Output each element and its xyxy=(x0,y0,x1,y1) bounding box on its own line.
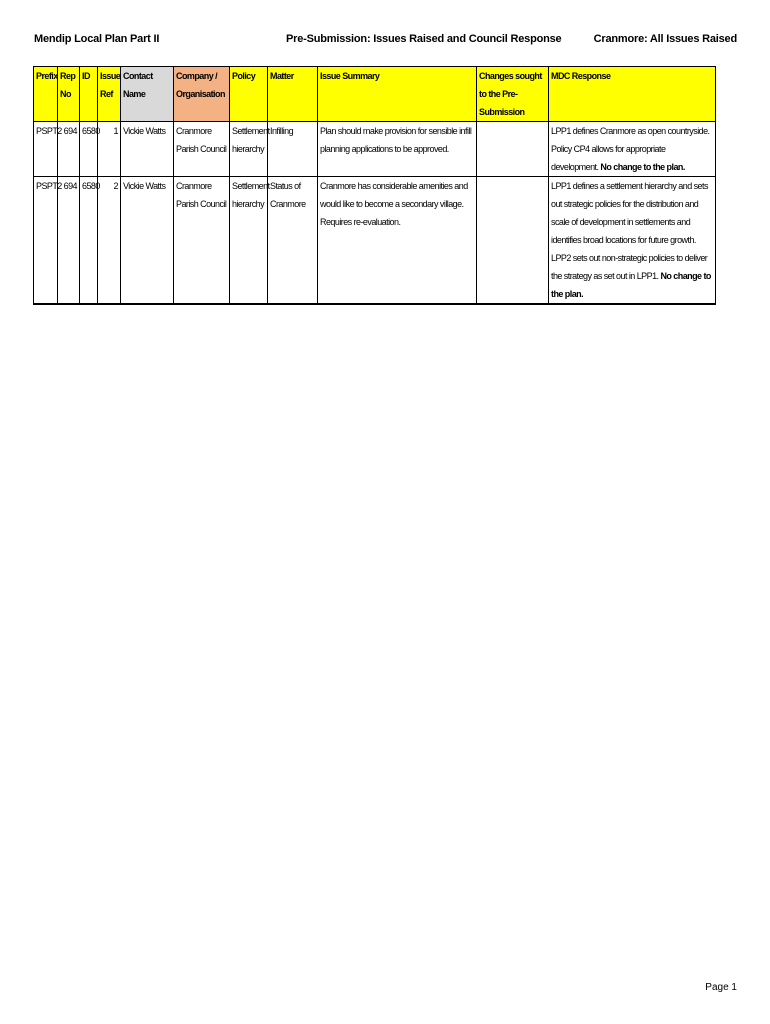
cell-mdc-response xyxy=(549,122,716,177)
mdc-response-text: LPP1 defines a settlement hierarchy and sets out strategic policies for the distribution and scale of development in settlements and identifies broad locations for future growth. LPP2 sets out non-strategic policies to deliver the strategy as set out in LPP1. xyxy=(551,181,708,281)
cell-contact-name: Vickie Watts xyxy=(121,177,174,305)
table-row xyxy=(34,177,716,305)
col-id: ID xyxy=(80,67,98,122)
cell-issue-summary: Plan should make provision for sensible infill planning applications to be approved. xyxy=(318,122,477,177)
cell-issue-ref: 1 xyxy=(98,122,121,177)
cell-contact-name: Vickie Watts xyxy=(121,122,174,177)
report-scope: Cranmore: All Issues Raised xyxy=(593,33,737,45)
cell-policy: Settlement hierarchy xyxy=(230,177,268,305)
mdc-response-outcome: No change to the plan. xyxy=(551,271,711,299)
cell-rep-no: 694 xyxy=(58,122,80,177)
cell-prefix: PSPT2 xyxy=(34,177,58,305)
mdc-response-outcome: No change to the plan. xyxy=(600,162,685,172)
col-rep-no: Rep No xyxy=(58,67,80,122)
col-mdc-response: MDC Response xyxy=(549,67,716,122)
cell-id: 6580 xyxy=(80,122,98,177)
col-policy: Policy xyxy=(230,67,268,122)
cell-matter: Status of Cranmore xyxy=(268,177,318,305)
col-matter: Matter xyxy=(268,67,318,122)
cell-company: Cranmore Parish Council xyxy=(174,177,230,305)
cell-policy: Settlement hierarchy xyxy=(230,122,268,177)
report-subtitle: Pre-Submission: Issues Raised and Council Response xyxy=(286,33,562,45)
col-issue-ref: Issue Ref xyxy=(98,67,121,122)
table-header-row xyxy=(34,67,716,122)
issues-table xyxy=(33,66,716,305)
cell-mdc-response xyxy=(549,177,716,305)
cell-prefix: PSPT2 xyxy=(34,122,58,177)
mdc-response-text: LPP1 defines Cranmore as open countryside. Policy CP4 allows for appropriate development. xyxy=(551,126,710,172)
cell-matter: Infilling xyxy=(268,122,318,177)
cell-changes-sought xyxy=(477,177,549,305)
col-company: Company / Organisation xyxy=(174,67,230,122)
cell-id: 6580 xyxy=(80,177,98,305)
cell-company: Cranmore Parish Council xyxy=(174,122,230,177)
report-title: Mendip Local Plan Part II xyxy=(34,33,160,45)
cell-changes-sought xyxy=(477,122,549,177)
cell-rep-no: 694 xyxy=(58,177,80,305)
col-issue-summary: Issue Summary xyxy=(318,67,477,122)
col-changes-sought: Changes sought to the Pre-Submission xyxy=(477,67,549,122)
table-row xyxy=(34,122,716,177)
cell-issue-ref: 2 xyxy=(98,177,121,305)
col-contact-name: Contact Name xyxy=(121,67,174,122)
page-number: Page 1 xyxy=(705,982,737,993)
col-prefix: Prefix xyxy=(34,67,58,122)
cell-issue-summary: Cranmore has considerable amenities and would like to become a secondary village. Requires re-evaluation. xyxy=(318,177,477,305)
